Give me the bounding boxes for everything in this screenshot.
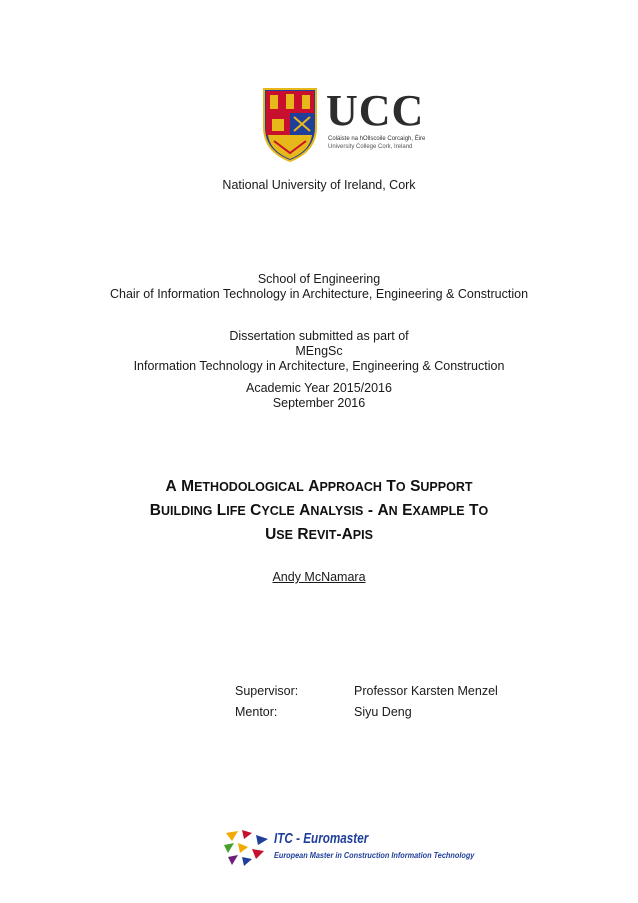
author-name: Andy McNamara <box>272 570 366 584</box>
mentor-label: Mentor: <box>235 705 278 719</box>
university-name: National University of Ireland, Cork <box>222 178 416 192</box>
ucc-crest-icon <box>262 87 318 163</box>
mentor-name: Siyu Deng <box>354 705 412 719</box>
school-name: School of Engineering <box>257 272 381 286</box>
itc-name: ITC - Euromaster <box>274 830 369 847</box>
submission-date: September 2016 <box>272 396 366 410</box>
itc-tagline: European Master in Construction Information Technology <box>274 850 475 860</box>
programme-name: Information Technology in Architecture, Engineering & Construction <box>133 359 505 373</box>
itc-triangles-icon <box>222 829 270 867</box>
ucc-subtitle-english: University College Cork, Ireland <box>328 144 413 150</box>
dissertation-title-line-1: A METHODOLOGICAL APPROACH TO SUPPORT <box>165 478 473 495</box>
dissertation-title-line-2: BUILDING LIFE CYCLE ANALYSIS - AN EXAMPLE TO <box>149 502 489 519</box>
degree-name: MEngSc <box>295 344 343 358</box>
ucc-logo <box>262 87 432 165</box>
academic-year: Academic Year 2015/2016 <box>246 381 392 395</box>
dissertation-title-line-3: USE REVIT-APIS <box>265 526 373 543</box>
itc-euromaster-logo <box>222 829 475 867</box>
ucc-wordmark: UCC <box>326 86 425 135</box>
supervisor-name: Professor Karsten Menzel <box>354 684 498 698</box>
chair-name: Chair of Information Technology in Architecture, Engineering & Construction <box>109 287 529 301</box>
submission-line: Dissertation submitted as part of <box>229 329 409 343</box>
supervisor-label: Supervisor: <box>235 684 299 698</box>
ucc-subtitle-irish: Coláiste na hOllscoile Corcaigh, Éire <box>328 136 426 142</box>
